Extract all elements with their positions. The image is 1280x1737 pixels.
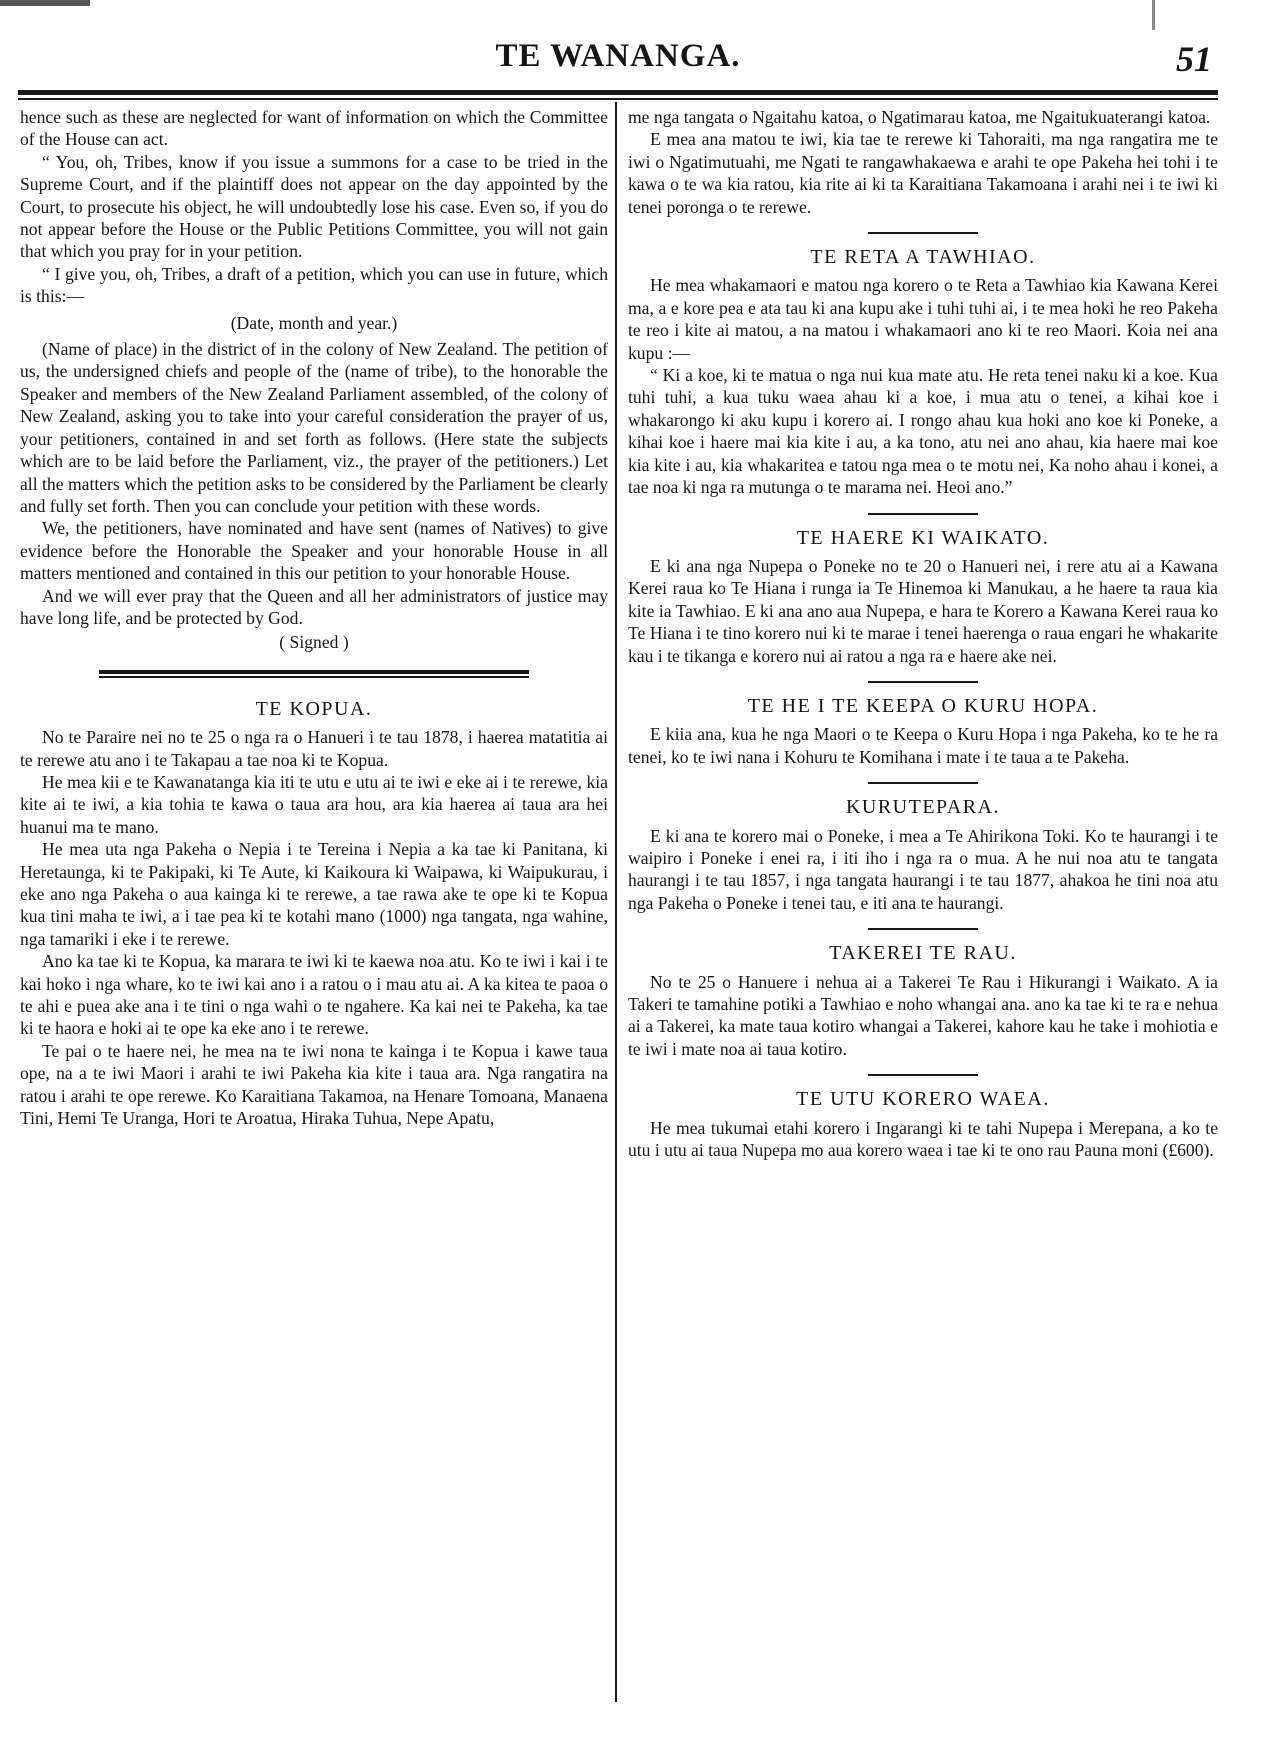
paragraph: E kiia ana, kua he nga Maori o te Keepa o Kuru Hopa i nga Pakeha, ko te he ra tenei, ko te iwi nana i Kohuru te Komihana i mate i te taua a te Pakeha.	[628, 724, 1218, 767]
section-separator	[868, 782, 978, 784]
paragraph: And we will ever pray that the Queen and all her administrators of justice may have long life, and be protected by God.	[20, 585, 608, 628]
masthead	[18, 38, 1218, 88]
signed-line: ( Signed )	[279, 632, 349, 653]
article-heading: TAKEREI TE RAU.	[829, 942, 1017, 965]
section-separator	[868, 681, 978, 683]
paragraph: E ki ana te korero mai o Poneke, i mea a Te Ahirikona Toki. Ko te haurangi i te waipiro i Poneke i enei ra, i iti iho i nga ra o mua. A he nui noa atu te tangata haurangi i te tau 1857, i nga tangata haurangi i te tau 1877, ahakoa he tini noa atu nga Pakeha o Poneke i tenei tau, e iti ana te haurangi.	[628, 825, 1218, 913]
article-heading: TE HAERE KI WAIKATO.	[796, 526, 1050, 549]
section-separator	[99, 670, 529, 678]
paragraph: me nga tangata o Ngaitahu katoa, o Ngatimarau katoa, me Ngaitukuaterangi katoa.	[628, 107, 1211, 127]
article-heading: KURUTEPARA.	[845, 796, 1001, 819]
paragraph: He mea kii e te Kawanatanga kia iti te utu e utu ai te iwi e eke ai i te rerewe, kia kite ai te iwi, a kia tohia te kawa o taua ara hou, ara kia haerea ai taua ara hei huanui ma te mano.	[20, 771, 608, 837]
paragraph: “ Ki a koe, ki te matua o nga nui kua mate atu. He reta tenei naku ki a koe. Kua tuhi tuhi, a kua tuku waea ahau ki a koe, i mua atu o tenei, a kihai koe i whakarongo ki aku kupu i korero ai. I rongo ahau kua hoki ano koe ki Poneke, a kihai koe i haere mai kia kite i au, a ka tono, atu nei ano ahau, kia haere mai koe kia kite i au, kia whakaritea e tatou nga mea o te motu nei, Ka noho ahau i konei, a tae noa ki nga ra mutunga o te marama nei. Heoi ano.”	[628, 365, 1218, 498]
section-separator	[868, 232, 978, 234]
paragraph: We, the petitioners, have nominated and have sent (names of Natives) to give evidence before the Honorable the Speaker and your honorable House in all matters mentioned and contained in this our petition to your honorable House.	[20, 518, 608, 584]
paragraph: E mea ana matou te iwi, kia tae te rerewe ki Tahoraiti, ma nga rangatira me te iwi o Ngatimutuahi, me Ngati te rangawhakaewa e arahi te ope Pakeha hei tohi i te kawa o te wa kia ratou, kia rite ai ki ta Karaitiana Takamoana i arahi nei i te iwi ki tenei poronga o te rerewe.	[628, 129, 1218, 217]
paragraph: Te pai o te haere nei, he mea na te iwi nona te kainga i te Kopua i kawe taua ope, na a te iwi Maori i arahi te iwi Pakeha kia kite i taua ara. Nga rangatira na ratou i arahi te ope rerewe. Ko Karaitiana Takamoa, na Henare Tomoana, Manaena Tini, Hemi Te Uranga, Hori te Aroatua, Hiraka Tuhua, Nepe Apatu,	[20, 1040, 608, 1129]
paragraph: He mea whakamaori e matou nga korero o te Reta a Tawhiao kia Kawana Kerei ma, a e kore pea e ata tau ki ana kupu ake i tuhi tuhi ai, i te mea hoki he reo Pakeha te reo i kite ai matou, a na matou i whakamaori ano ki te reo Maori. Koia nei ana kupu :—	[628, 275, 1218, 363]
paragraph: No te 25 o Hanuere i nehua ai a Takerei Te Rau i Hikurangi i Waikato. A ia Takeri te tamahine potiki a Tawhiao e noho whangai ana. ano ka tae ki te ra e nehua ai a Takerei, ka mate taua kotiro whangai a Takerei, kahore kau he take i mohiotia e te iwi i mate noa ai taua kotiro.	[628, 971, 1218, 1059]
section-separator	[868, 928, 978, 930]
article-heading: TE HE I TE KEEPA O KURU HOPA.	[747, 694, 1099, 717]
section-separator	[868, 1074, 978, 1076]
print-speck	[0, 0, 90, 6]
article-heading: TE KOPUA.	[255, 697, 373, 720]
paragraph: Ano ka tae ki te Kopua, ka marara te iwi ki te kaewa noa atu. Ko te iwi i kai i te kai hoko i nga whare, ko te iwi kai ano i a ratou o i mau atu ai. A ka kitea te paoa o te ahi e puea ake ana i te tini o nga wahi o te ngahere. Ka kai nei te Pakeha, ka tae ki te haora e hoki ai te ope ka eke ano i te rerewe.	[20, 951, 608, 1039]
masthead-rule-thin	[18, 98, 1218, 100]
paragraph: No te Paraire nei no te 25 o nga ra o Hanueri i te tau 1878, i haerea matatitia ai te rerewe atu ano i te Takapau a tae noa ki te Kopua.	[20, 727, 608, 770]
paragraph: “ You, oh, Tribes, know if you issue a summons for a case to be tried in the Supreme Court, and if the plaintiff does not appear on the day appointed by the Court, to prosecute his object, he will undoubtedly lose his case. Even so, if you do not appear before the House or the Public Petitions Committee, you will not gain that which you pray for in your petition.	[20, 151, 608, 262]
page-number: 51	[1176, 39, 1212, 79]
paragraph: He mea uta nga Pakeha o Nepia i te Tereina i Nepia a ka tae ki Panitana, ki Heretaunga, ki te Pakipaki, ki Te Aute, ki Kaikoura ki Waipawa, ki Waipukurau, i eke ano nga Pakeha o aua kainga ki te rerewe, a tae rawa ake te ope ki te Kopua kua tini maha te iwi, a i tae pea ki te kotahi mano (1000) nga tangata, nga wahine, nga tamariki i eke i te rerewe.	[20, 839, 608, 949]
paragraph: He mea tukumai etahi korero i Ingarangi ki te tahi Nupepa i Merepana, a ko te utu i utu ai taua Nupepa mo aua korero waea i tae ki te ono rau Pauna moni (£600).	[628, 1117, 1218, 1161]
right-column	[628, 106, 1218, 1161]
print-speck	[1152, 0, 1155, 30]
paragraph: E ki ana nga Nupepa o Poneke no te 20 o Hanueri nei, i rere atu ai a Kawana Kerei raua ko Te Hiana i runga ia Te Hinemoa ki Manukau, a he haere ta raua kia kite ia Tawhiao. E ki ana ano aua Nupepa, e hara te Korero a Kawana Kerei raua ko Te Hiana i te tino korero nui ki te marae i tenei haerenga o raua engari he whakarite kau i te tikanga e korero nui ai ratou a nga ra e haere ake nei.	[628, 555, 1218, 666]
paragraph: hence such as these are neglected for want of information on which the Committee of the House can act.	[20, 107, 608, 150]
article-heading: TE RETA A TAWHIAO.	[810, 246, 1036, 269]
left-column	[20, 106, 608, 1129]
paragraph: (Name of place) in the district of in the colony of New Zealand. The petition of us, the undersigned chiefs and people of the (name of tribe), to the honorable the Speaker and members of the New Zealand Parliament assembled, of the colony of New Zealand, asking you to take into your careful consideration the prayer of us, your petitioners, contained in and set forth as follows. (Here state the subjects which are to be laid before the Parliament, viz., the prayer of the petitioners.) Let all the matters which the petition asks to be considered by the Parliament be clearly and fully set forth. Then you can conclude your petition with these words.	[20, 339, 608, 516]
paragraph: “ I give you, oh, Tribes, a draft of a petition, which you can use in future, which is this:—	[20, 263, 608, 307]
section-separator	[868, 513, 978, 515]
petition-date-line: (Date, month and year.)	[230, 312, 398, 333]
column-divider	[615, 102, 617, 1702]
newspaper-title: TE WANANGA.	[495, 38, 741, 74]
masthead-rule	[18, 90, 1218, 95]
article-heading: TE UTU KORERO WAEA.	[796, 1088, 1050, 1111]
